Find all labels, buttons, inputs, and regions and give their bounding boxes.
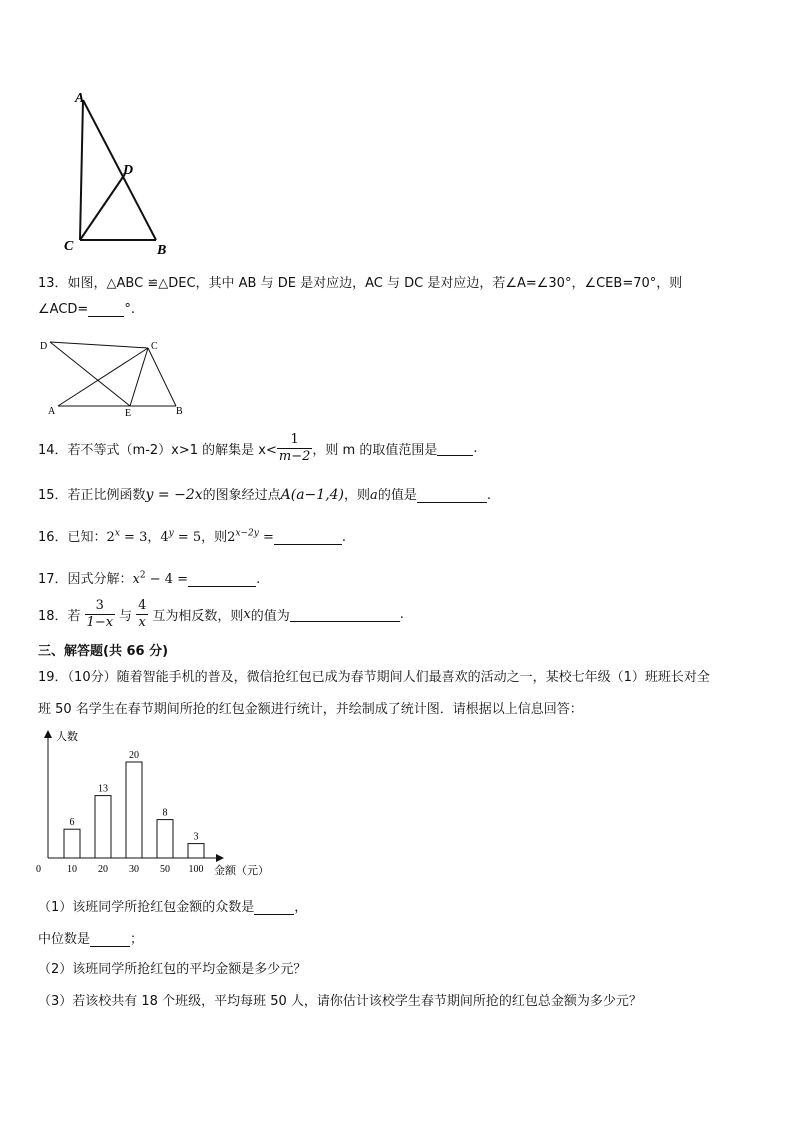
bar-value-label: 20 [129, 750, 139, 761]
origin-label: 0 [36, 864, 41, 875]
triangle-figure-1 [55, 88, 185, 258]
q18-end: . [399, 607, 404, 622]
bar-20 [95, 796, 111, 858]
q15-mid2: ，则 [344, 488, 371, 503]
label-D2: D [40, 341, 48, 352]
q13-answer-blank[interactable] [88, 302, 124, 317]
q16-eq1: $2^x = 3$， [106, 528, 161, 545]
q15-var: a [370, 488, 378, 503]
q15-answer-blank[interactable] [417, 488, 487, 503]
q14-pre: 14．若不等式（m-2）x>1 的解集是 x< [38, 443, 277, 458]
bars-group [64, 750, 204, 875]
q17-formula: $x^2 - 4$ = [132, 570, 189, 587]
question-17 [38, 568, 260, 587]
q15-pre: 15．若正比例函数 [38, 488, 146, 503]
label-A: A [75, 91, 85, 106]
question-19-sub1: （1）该班同学所抢红包金额的众数是 ， [38, 900, 308, 915]
q15-mid: 的图象经过点 [202, 488, 281, 503]
q14-frac-den: m−2 [278, 449, 311, 464]
question-14 [38, 432, 477, 465]
q13-angle-label: ∠ACD= [38, 302, 89, 317]
bar-100 [188, 844, 204, 858]
question-19-sub3: （3）若该校共有 18 个班级，平均每班 50 人，请你估计该校学生春节期间所抢的红包总金额为多少元？ [38, 994, 642, 1009]
question-19-line2: 班 50 名学生在春节期间所抢的红包金额进行统计，并绘制成了统计图．请根据以上信息回答： [38, 702, 583, 717]
q18-var: x [243, 607, 251, 622]
y-axis-label: 人数 [56, 731, 78, 743]
question-18 [38, 598, 404, 631]
q19-median-blank[interactable] [90, 932, 130, 947]
q16-end: . [341, 530, 347, 545]
x-tick-label: 30 [129, 864, 139, 875]
bar-10 [64, 829, 80, 858]
q16-eq3: $2^{x-2y}$ = [227, 528, 274, 545]
question-19-sub1b: 中位数是 ； [38, 932, 144, 947]
bar-value-label: 6 [69, 817, 75, 829]
q14-frac-num: 1 [290, 432, 299, 447]
bar-value-label: 13 [98, 783, 108, 795]
label-C2: C [151, 341, 158, 352]
q18-post2: 的值为 [250, 609, 290, 624]
q16-eq2: $4^y = 5$，则 [160, 528, 228, 545]
bar-30 [126, 762, 142, 858]
question-13-line1: 13．如图，△ABC ≌△DEC，其中 AB 与 DE 是对应边，AC 与 DC 是对应边，若∠A=∠30°，∠CEB=70°，则 [38, 276, 683, 291]
q18-post: 互为相反数，则 [152, 609, 244, 624]
x-tick-label: 10 [67, 864, 77, 875]
red-packet-bar-chart [30, 728, 290, 880]
q18-answer-blank[interactable] [290, 607, 400, 622]
q15-formula: y = −2x [145, 487, 203, 503]
label-C: C [64, 239, 74, 254]
q16-pre: 16．已知： [38, 530, 107, 545]
label-B2: B [176, 406, 183, 417]
q17-pre: 17．因式分解： [38, 572, 133, 587]
q13-end: °. [124, 302, 135, 317]
quadrilateral-figure-2 [38, 336, 198, 418]
q16-answer-blank[interactable] [274, 530, 342, 545]
question-16 [38, 526, 346, 545]
q17-answer-blank[interactable] [188, 572, 256, 587]
question-13-line2 [38, 302, 135, 317]
q14-answer-blank[interactable] [437, 441, 473, 456]
q15-point: A(a−1,4) [280, 487, 345, 503]
x-tick-label: 50 [160, 864, 170, 875]
q19-mode-blank[interactable] [254, 900, 294, 915]
q14-end: . [473, 441, 478, 456]
q18-fraction-2: $\frac{4}{x}$ [138, 598, 147, 630]
bar-value-label: 3 [193, 831, 199, 843]
x-axis-label: 金额（元） [214, 865, 269, 877]
question-15 [38, 484, 491, 503]
q18-fraction-1: $\frac{3}{1-x}$ [86, 598, 114, 630]
question-19-line1: 19．（10分）随着智能手机的普及，微信抢红包已成为春节期间人们最喜欢的活动之一，某校七年级（1）班班长对全 [38, 670, 710, 685]
q18-pre: 18．若 [38, 609, 81, 624]
label-D: D [123, 163, 134, 178]
q14-post: ，则 m 的取值范围是 [312, 443, 438, 458]
q17-end: . [256, 572, 261, 587]
label-A2: A [48, 406, 56, 417]
label-B: B [157, 243, 167, 258]
section-3-heading: 三、解答题(共 66 分) [38, 644, 169, 659]
question-19-sub2: （2）该班同学所抢红包的平均金额是多少元？ [38, 962, 307, 977]
q18-mid: 与 [119, 609, 133, 624]
bar-50 [157, 820, 173, 858]
q14-fraction [277, 432, 313, 465]
q15-post: 的值是 [377, 488, 417, 503]
q15-end: . [486, 488, 491, 503]
x-tick-label: 20 [98, 864, 108, 875]
x-tick-label: 100 [188, 864, 204, 875]
bar-value-label: 8 [162, 807, 168, 819]
label-E2: E [125, 408, 132, 418]
